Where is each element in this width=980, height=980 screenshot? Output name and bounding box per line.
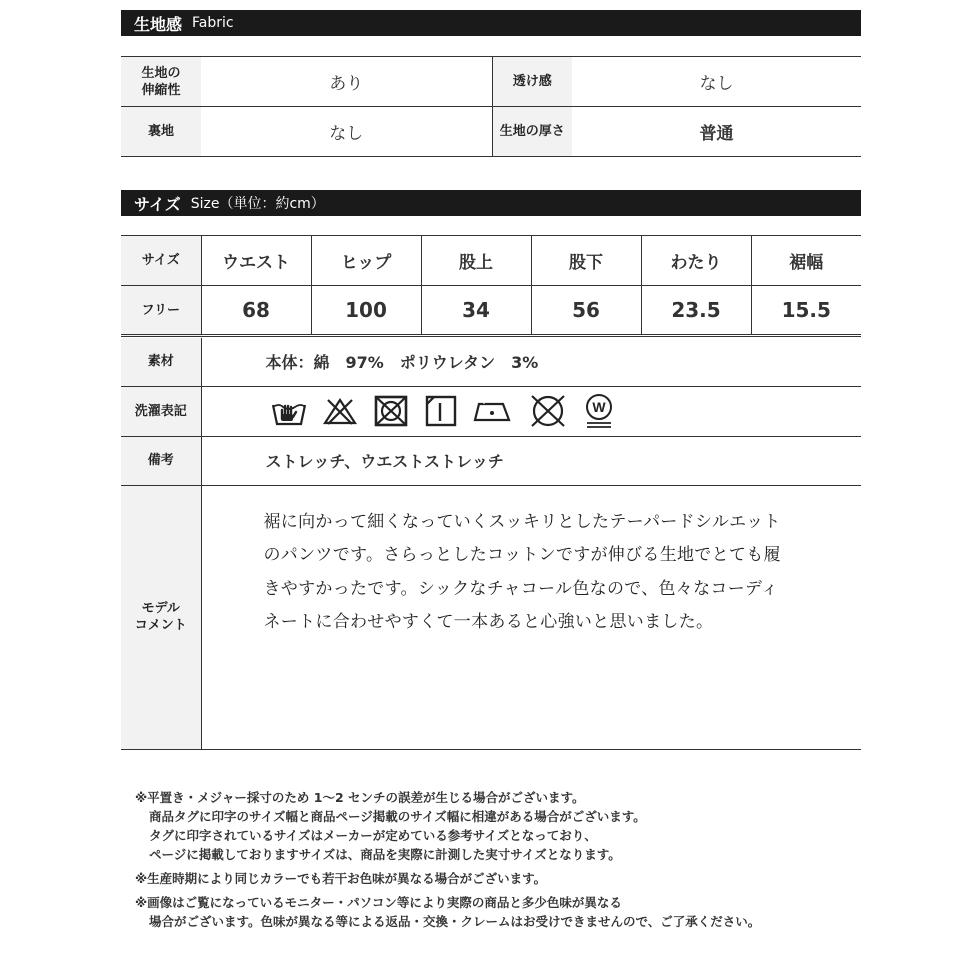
fabric-value: なし — [329, 124, 364, 144]
size-name: フリー — [121, 286, 201, 336]
comment-line: きやすかったです。シックなチャコール色なので、色々なコーディ — [263, 578, 779, 599]
stretch-label: 生地の 伸縮性 — [141, 65, 181, 98]
size-header-title: サイズ — [134, 194, 181, 214]
size-header-subtitle: Size（単位：約cm） — [190, 196, 325, 212]
fabric-value: なし — [572, 57, 861, 107]
size-value-row — [121, 286, 861, 336]
size-cell: 68 — [201, 286, 311, 336]
size-table — [121, 235, 861, 337]
fabric-table — [121, 56, 861, 157]
size-cell: 56 — [531, 286, 641, 336]
size-column-header: 股上 — [421, 236, 531, 286]
footnote: ページに掲載しておりますサイズは、商品を実際に計測した実寸サイズとなります。 — [149, 847, 621, 862]
care-icons — [203, 393, 861, 429]
fabric-label — [121, 57, 201, 107]
care-label: 洗濯表記 — [121, 386, 201, 436]
no-dry-clean-icon — [528, 394, 568, 428]
fabric-header-subtitle: Fabric — [192, 15, 234, 31]
size-column-header: 裾幅 — [751, 236, 861, 286]
material-value: 本体：綿 97% ポリウレタン 3% — [201, 338, 861, 386]
fabric-label: 生地の厚さ — [492, 107, 572, 157]
size-column-header: ヒップ — [311, 236, 421, 286]
fabric-section-header — [121, 10, 861, 36]
wet-clean-icon — [583, 393, 615, 429]
care-row — [121, 386, 861, 436]
size-header-row — [121, 236, 861, 286]
fabric-value: 普通 — [699, 124, 734, 144]
notes-label: 備考 — [121, 436, 201, 485]
notes-value: ストレッチ、ウエストストレッチ — [201, 436, 861, 485]
info-table — [121, 338, 861, 750]
footnote: ※画像はご覧になっているモニター・パソコン等により実際の商品と多少色味が異なる — [135, 895, 622, 910]
size-column-header: わたり — [641, 236, 751, 286]
footnote: ※生産時期により同じカラーでも若干お色味が異なる場合がございます。 — [135, 871, 547, 886]
notes-row — [121, 436, 861, 485]
fabric-row — [121, 57, 861, 107]
comment-label-text: モデル コメント — [134, 601, 187, 633]
comment-line: のパンツです。さらっとしたコットンですが伸びる生地でとても履 — [263, 545, 781, 565]
footnote: タグに印字されているサイズはメーカーが定めている参考サイズとなっており、 — [149, 828, 597, 843]
fabric-header-title: 生地感 — [134, 14, 183, 34]
size-cell: 23.5 — [641, 286, 751, 336]
fabric-label: 裏地 — [121, 107, 201, 157]
size-column-header: 股下 — [531, 236, 641, 286]
hand-wash-icon — [271, 395, 307, 427]
comment-text — [201, 485, 861, 749]
size-cell: 34 — [421, 286, 531, 336]
iron-low-icon — [473, 396, 513, 426]
fabric-label: 透け感 — [492, 57, 572, 107]
size-column-header: サイズ — [121, 236, 201, 286]
size-column-header: ウエスト — [201, 236, 311, 286]
care-icons-cell — [201, 386, 861, 436]
material-row — [121, 338, 861, 386]
fabric-value: あり — [201, 57, 492, 107]
comment-line: 裾に向かって細くなっていくスッキリとしたテーパードシルエット — [263, 511, 781, 532]
comment-row — [121, 485, 861, 749]
no-tumble-dry-icon — [373, 394, 409, 428]
material-label: 素材 — [121, 338, 201, 386]
no-bleach-icon — [322, 395, 358, 427]
footnotes — [135, 788, 760, 931]
footnote: 場合がございます。色味が異なる等による返品・交換・クレームはお受けできませんので、ご了承ください。 — [149, 914, 761, 929]
comment-label — [121, 485, 201, 749]
footnote: 商品タグに印字のサイズ幅と商品ページ掲載のサイズ幅に相違がある場合がございます。 — [149, 809, 646, 824]
footnote: ※平置き・メジャー採寸のため 1〜2 センチの誤差が生じる場合がございます。 — [135, 790, 585, 805]
drip-dry-icon — [424, 394, 458, 428]
size-cell: 100 — [311, 286, 421, 336]
size-section-header — [121, 190, 861, 216]
size-cell: 15.5 — [751, 286, 861, 336]
fabric-row — [121, 107, 861, 157]
comment-line: ネートに合わせやすくて一本あると心強いと思いました。 — [263, 612, 714, 632]
svg-text:W: W — [591, 399, 606, 415]
